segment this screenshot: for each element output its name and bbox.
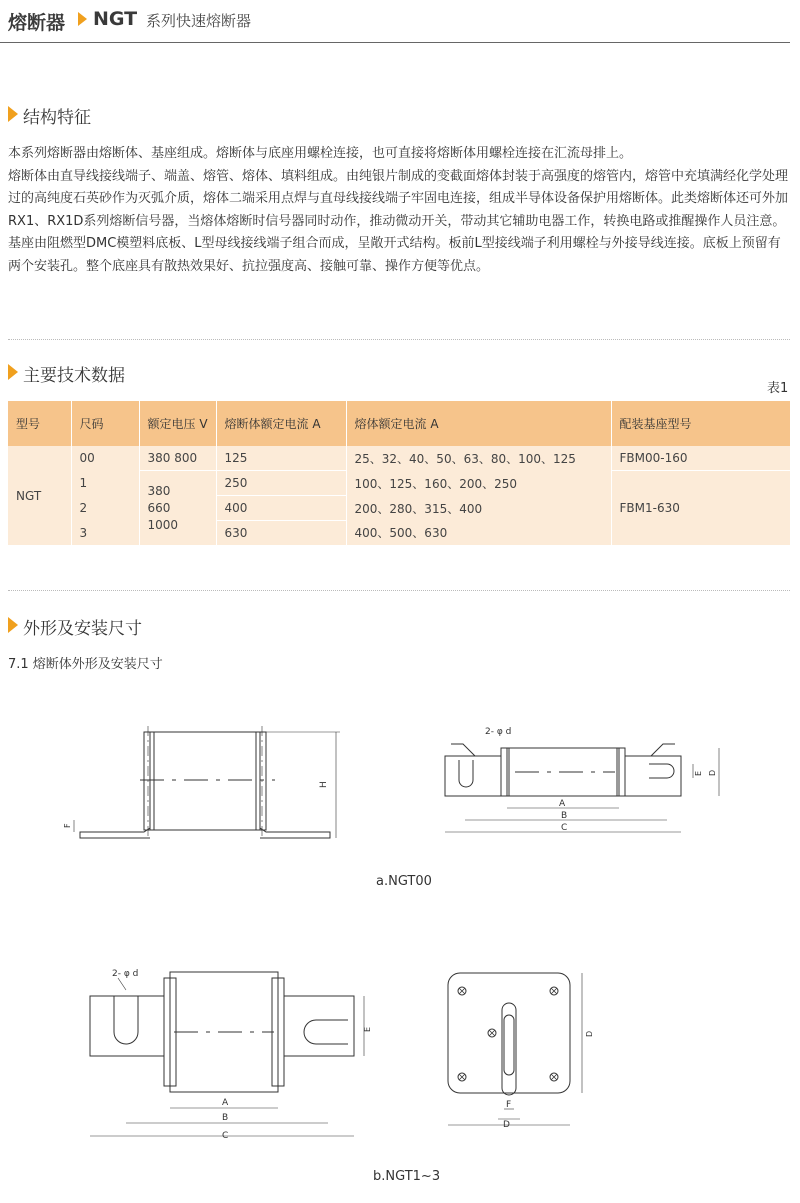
header-title-main: 熔断器 <box>8 12 66 34</box>
section-title-structure: 结构特征 <box>23 108 91 128</box>
table-label: 表1 <box>767 381 789 396</box>
dim-label-c: C <box>561 823 568 833</box>
structure-paragraph: 熔断体由直导线接线端子、端盖、熔管、熔体、填料组成。由纯银片制成的变截面熔体封装于高强度的熔管内，熔管中充填满经化学处理过的高纯度石英砂作为灭弧介质，熔体二端采用点焊与直母线接线端子牢固电连接，组成半导体设备保护用熔断体。此类熔断体还可外加RX1、RX1D系列熔断信号器，当熔体熔断时信号器同时动作，推动微动开关，带动其它辅助电器工作，转换电路或推醒操作人员注意。 <box>8 168 789 229</box>
ngt00-top-drawing <box>435 720 735 850</box>
ngt1-3-top-drawing <box>78 960 378 1150</box>
table-cell-size: 1 <box>71 471 139 496</box>
dim-label-d: D <box>585 1030 594 1037</box>
table-cell-fuse-current: 125 <box>216 446 346 471</box>
dim-label-d: D <box>503 1120 510 1130</box>
dim-label-h: H <box>319 781 329 788</box>
figure-caption-b: b.NGT1~3 <box>373 1169 441 1184</box>
dim-label-c: C <box>222 1131 229 1141</box>
table-header-cell: 配装基座型号 <box>611 401 790 446</box>
table-cell-element-current: 400、500、630 <box>346 521 611 546</box>
dim-label-e: E <box>694 770 703 776</box>
dim-label-a: A <box>222 1098 229 1108</box>
table-header-cell: 熔断体额定电流 A <box>216 401 346 446</box>
table-cell-voltage: 380 800 <box>139 446 216 471</box>
table-header-cell: 熔体额定电流 A <box>346 401 611 446</box>
table-cell-size: 2 <box>71 496 139 521</box>
dim-label-b: B <box>222 1113 229 1123</box>
table-cell-fuse-current: 630 <box>216 521 346 546</box>
table-cell-fuse-current: 400 <box>216 496 346 521</box>
section-arrow-icon <box>8 106 18 122</box>
structure-paragraph: 本系列熔断器由熔断体、基座组成。熔断体与底座用螺栓连接，也可直接将熔断体用螺栓连接在汇流母排上。 <box>8 146 633 161</box>
structure-text <box>8 143 792 278</box>
voltage-value: 380 <box>147 483 171 498</box>
table-row <box>8 446 790 471</box>
figure-caption-a: a.NGT00 <box>376 874 432 889</box>
voltage-value: 660 <box>147 500 171 515</box>
dotted-divider <box>8 339 790 340</box>
section-arrow-icon <box>8 364 18 380</box>
section-arrow-icon <box>8 617 18 633</box>
table-header-cell: 额定电压 V <box>139 401 216 446</box>
header-arrow-icon <box>78 12 87 26</box>
table-cell-base: FBM00-160 <box>611 446 790 471</box>
section-title-tech: 主要技术数据 <box>23 366 125 386</box>
ngt00-side-drawing <box>60 720 360 850</box>
header-divider <box>0 42 790 43</box>
dotted-divider <box>8 590 790 591</box>
dim-label-f: F <box>63 823 72 828</box>
voltage-value: 1000 <box>147 517 179 532</box>
table-row <box>8 471 790 496</box>
ngt1-3-base-drawing <box>440 965 600 1165</box>
dim-label-e: E <box>363 1026 372 1032</box>
header-title-desc: 系列快速熔断器 <box>146 12 252 30</box>
table-cell-model: NGT <box>8 446 71 545</box>
dim-label-hole: 2- φ d <box>112 969 139 979</box>
table-cell-base: FBM1-630 <box>611 471 790 546</box>
dim-label-f: F <box>506 1100 512 1110</box>
dimensions-subtitle: 7.1 熔断体外形及安装尺寸 <box>8 657 163 672</box>
tech-data-table <box>8 401 790 545</box>
dim-label-b: B <box>561 811 568 821</box>
structure-paragraph: 基座由阻燃型DMC模塑料底板、L型母线接线端子组合而成，呈敞开式结构。板前L型接线端子利用螺栓与外接导线连接。底板上预留有两个安装孔。整个底座具有散热效果好、抗拉强度高、接触可靠、操作方便等优点。 <box>8 236 781 274</box>
dim-label-a: A <box>559 799 566 809</box>
section-title-dimensions: 外形及安装尺寸 <box>23 619 142 639</box>
table-cell-size: 3 <box>71 521 139 546</box>
table-cell-size: 00 <box>71 446 139 471</box>
table-header-cell: 型号 <box>8 401 71 446</box>
table-cell-element-current: 25、32、40、50、63、80、100、125 <box>346 446 611 471</box>
table-header-row <box>8 401 790 446</box>
table-cell-element-current: 100、125、160、200、250 <box>346 471 611 496</box>
table-header-cell: 尺码 <box>71 401 139 446</box>
table-cell-voltage <box>139 471 216 546</box>
header-title-model: NGT <box>93 8 138 30</box>
dim-label-hole: 2- φ d <box>485 727 512 737</box>
table-cell-element-current: 200、280、315、400 <box>346 496 611 521</box>
dim-label-d: D <box>708 769 717 776</box>
table-cell-fuse-current: 250 <box>216 471 346 496</box>
